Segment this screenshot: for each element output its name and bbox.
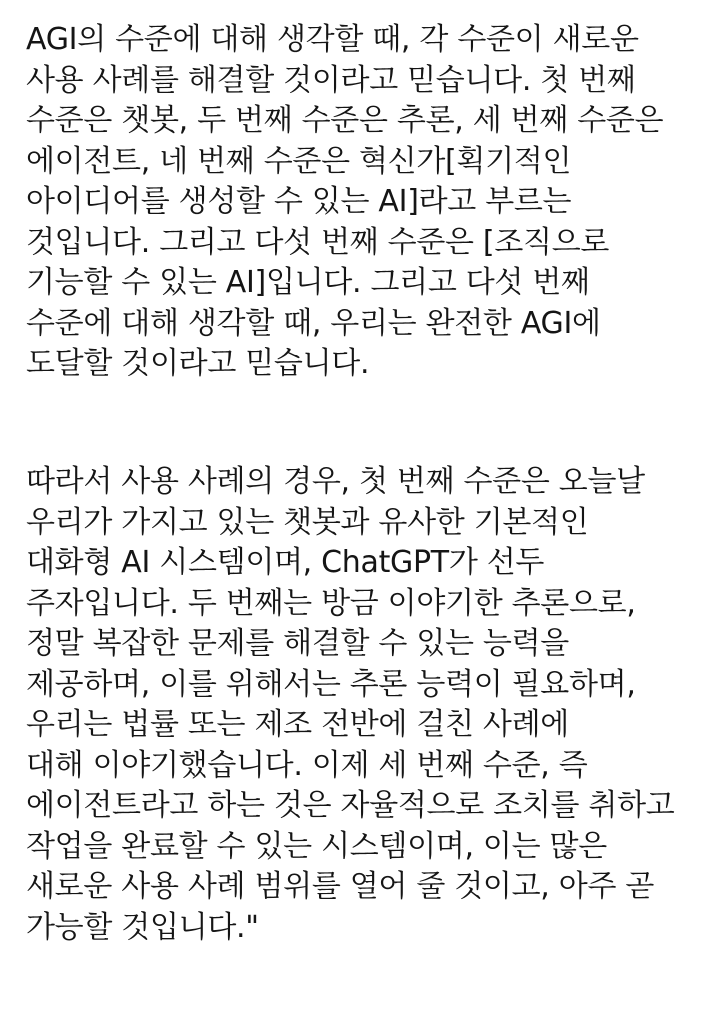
paragraph-use-cases [26,462,706,948]
text-line: 대해 이야기했습니다. 이제 세 번째 수준, 즉 [26,747,588,783]
text-line: 우리는 법률 또는 제조 전반에 걸친 사례에 [26,707,569,742]
text-line: 수준에 대해 생각할 때, 우리는 완전한 AGI에 [26,305,601,341]
text-line: 에이전트라고 하는 것은 자율적으로 조치를 취하고 [26,788,675,823]
text-line: 사용 사례를 해결할 것이라고 믿습니다. 첫 번째 [26,62,636,98]
text-line: 에이전트, 네 번째 수준은 혁신가[획기적인 [26,143,572,179]
text-line: 기능할 수 있는 AI]입니다. 그리고 다섯 번째 [26,265,590,300]
text-line: 따라서 사용 사례의 경우, 첫 번째 수준은 오늘날 [26,464,645,499]
text-line: 도달할 것이라고 믿습니다. [26,346,370,381]
text-line: 작업을 완료할 수 있는 시스템이며, 이는 많은 [26,828,607,864]
text-line: 아이디어를 생성할 수 있는 AI]라고 부르는 [26,184,572,219]
text-line: 가능할 것입니다." [26,909,259,945]
text-line: 수준은 챗봇, 두 번째 수준은 추론, 세 번째 수준은 [26,103,664,138]
text-line: 새로운 사용 사례 범위를 열어 줄 것이고, 아주 곧 [26,869,655,904]
text-line: AGI의 수준에 대해 생각할 때, 각 수준이 새로운 [26,22,639,57]
text-line: 주자입니다. 두 번째는 방금 이야기한 추론으로, [26,585,636,621]
text-line: 것입니다. 그리고 다섯 번째 수준은 [조직으로 [26,224,610,260]
text-line: 대화형 AI 시스템이며, ChatGPT가 선두 [26,545,545,580]
text-line: 우리가 가지고 있는 챗봇과 유사한 기본적인 [26,504,589,540]
text-line: 정말 복잡한 문제를 해결할 수 있는 능력을 [26,626,569,661]
paragraph-agi-levels [26,20,706,385]
text-line: 제공하며, 이를 위해서는 추론 능력이 필요하며, [26,666,636,702]
